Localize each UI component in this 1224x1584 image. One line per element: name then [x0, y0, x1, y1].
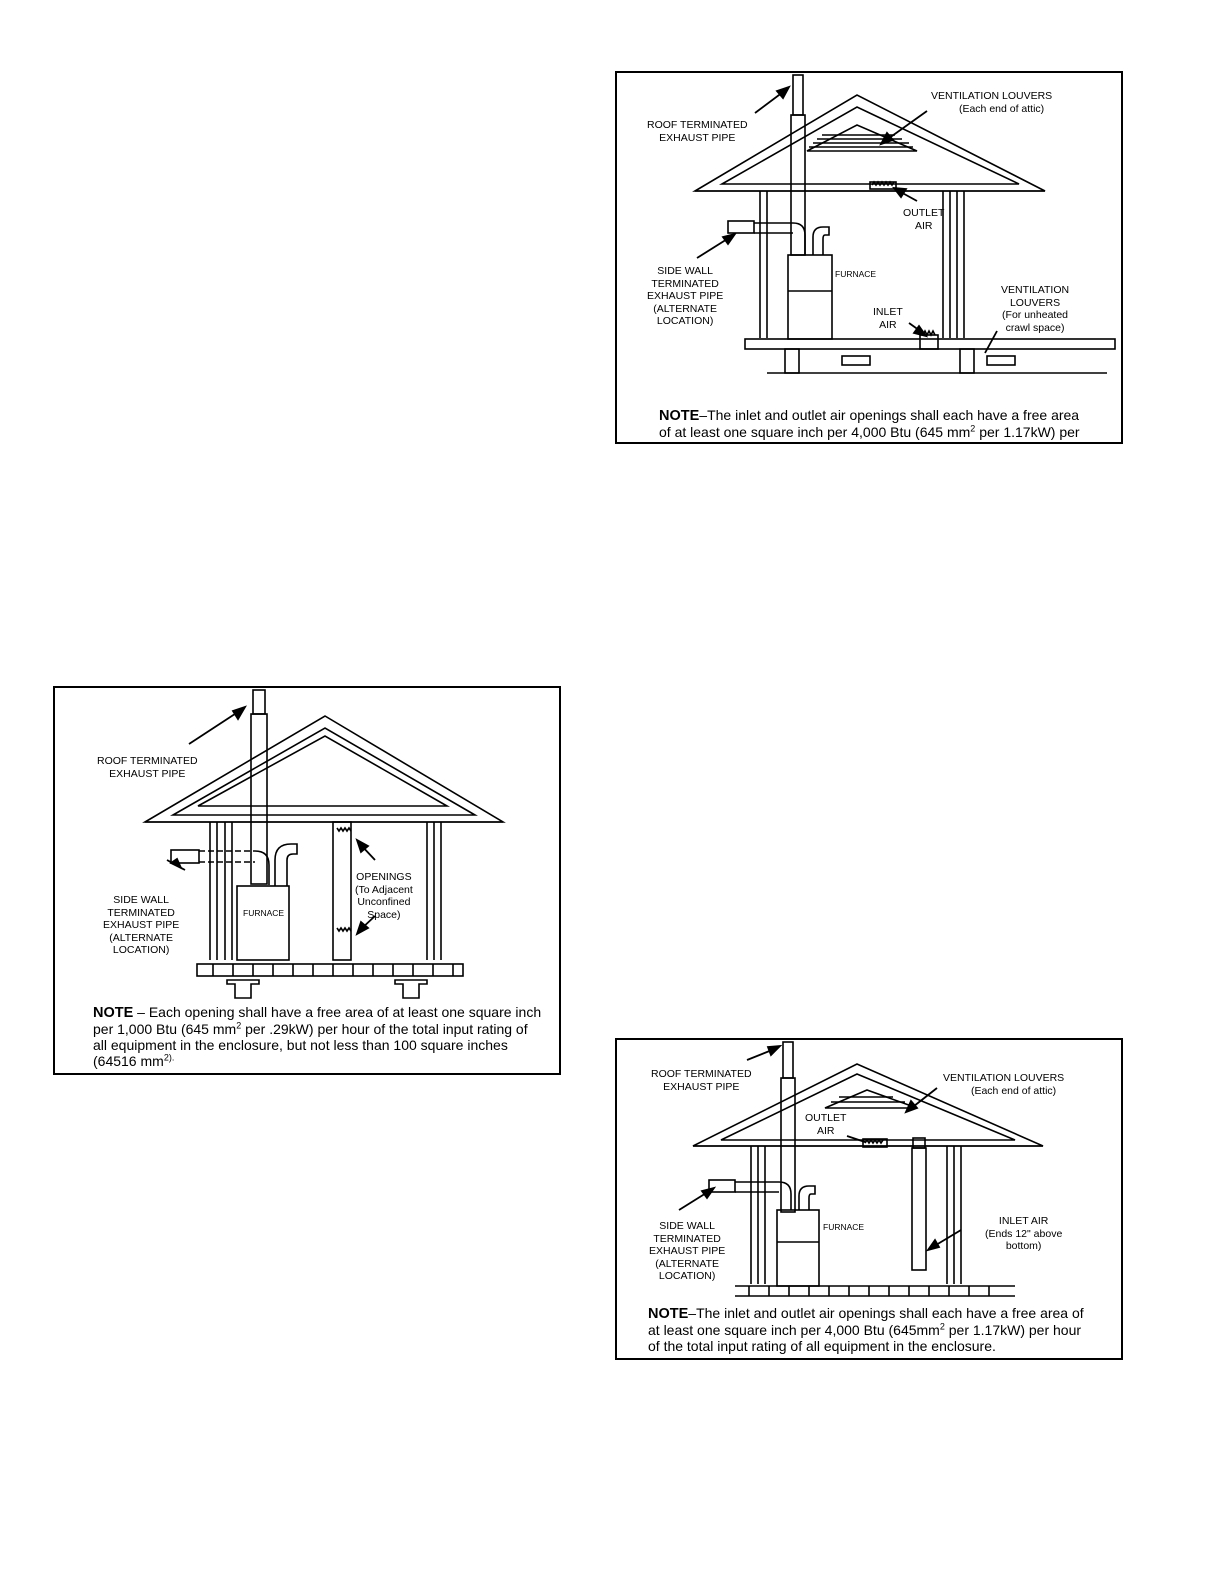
label-line: (ALTERNATE	[653, 302, 718, 315]
note-text: per 1.17kW) per	[975, 424, 1080, 440]
crawl-louver-2	[987, 356, 1015, 365]
side-wall-exhaust-cap	[728, 221, 754, 233]
label-line: EXHAUST PIPE	[649, 1245, 726, 1257]
label-line: VENTILATION LOUVERS	[943, 1072, 1065, 1084]
label-ventilation-louvers-attic	[931, 90, 1052, 115]
label-line: (For unheated	[1002, 309, 1069, 321]
label-line: LOUVERS	[1009, 296, 1061, 309]
label-line: OPENINGS	[356, 871, 412, 883]
label-inlet-air	[985, 1215, 1062, 1253]
joist-1	[785, 349, 799, 373]
figure-attic-crawl-ventilation	[615, 71, 1123, 444]
label-line: TERMINATED	[107, 906, 175, 919]
note-label: NOTE	[648, 1306, 689, 1322]
label-inlet-air	[873, 306, 903, 331]
label-line: LOCATION)	[658, 1270, 716, 1282]
note-text: per 1.17kW) per hour	[944, 1322, 1082, 1338]
label-line: LOCATION)	[656, 315, 714, 327]
roof-exhaust-stack	[253, 690, 265, 714]
figure-note	[648, 1305, 1084, 1354]
note-text: – Each opening shall have a free area of at least one square inch	[133, 1004, 542, 1020]
note-text: at least one square inch per 4,000 Btu (645mm	[648, 1322, 940, 1338]
crawl-louver-1	[842, 356, 870, 365]
roof-inner	[173, 728, 475, 815]
label-line: LOCATION)	[112, 944, 170, 956]
label-line: AIR	[879, 318, 897, 331]
label-line: (Each end of attic)	[970, 1084, 1057, 1097]
inlet-air-duct	[912, 1148, 926, 1270]
label-line: ROOF TERMINATED	[647, 119, 748, 131]
label-outlet-air	[805, 1112, 846, 1137]
note-text: –The inlet and outlet air openings shall each have a free area of	[688, 1305, 1084, 1321]
note-text: –The inlet and outlet air openings shall each have a free area	[699, 407, 1080, 423]
pier-right	[395, 980, 427, 998]
label-line: EXHAUST PIPE	[659, 131, 736, 144]
intake-pipe	[799, 1186, 815, 1210]
label-line: (Ends 12" above	[985, 1227, 1063, 1240]
label-line: (Each end of attic)	[958, 102, 1045, 115]
label-line: EXHAUST PIPE	[103, 919, 180, 931]
label-line: EXHAUST PIPE	[109, 767, 186, 780]
floor-joists	[213, 964, 453, 976]
label-line: (ALTERNATE	[655, 1257, 720, 1270]
note-label: NOTE	[93, 1005, 134, 1021]
label-line: VENTILATION LOUVERS	[931, 90, 1053, 102]
roof-exhaust-pipe	[791, 115, 805, 255]
note-text: per 1,000 Btu (645 mm	[93, 1021, 237, 1037]
label-furnace: FURNACE	[823, 1222, 865, 1232]
label-line: Unconfined	[357, 896, 411, 908]
note-label: NOTE	[659, 408, 700, 424]
label-line: EXHAUST PIPE	[663, 1080, 740, 1093]
roof-exhaust-stack	[793, 75, 803, 115]
label-side-wall-exhaust	[103, 894, 179, 957]
note-line: all equipment in the enclosure, but not less than 100 square inches	[93, 1037, 508, 1053]
floor-deck	[197, 964, 463, 976]
label-roof-exhaust	[97, 755, 198, 780]
label-line: ROOF TERMINATED	[651, 1068, 752, 1080]
note-text: of at least one square inch per 4,000 Btu (645 mm	[659, 424, 971, 440]
label-line: VENTILATION	[1001, 284, 1070, 296]
note-line: of the total input rating of all equipment in the enclosure.	[648, 1338, 996, 1354]
label-furnace: FURNACE	[835, 269, 877, 279]
label-openings	[355, 871, 413, 921]
note-line	[93, 1004, 541, 1021]
note-text: (64516 mm	[93, 1053, 164, 1069]
label-line: (To Adjacent	[355, 883, 413, 896]
pier-left	[227, 980, 259, 998]
label-line: ROOF TERMINATED	[97, 755, 198, 767]
label-line: OUTLET	[805, 1112, 847, 1124]
label-line: OUTLET	[903, 207, 945, 219]
note-line	[648, 1305, 1084, 1322]
label-arrows	[167, 707, 375, 934]
label-side-wall-exhaust	[647, 265, 723, 328]
label-line: crawl space)	[1005, 321, 1065, 334]
label-outlet-air	[903, 207, 944, 232]
furnace-cabinet	[777, 1210, 819, 1286]
label-line: (ALTERNATE	[109, 931, 174, 944]
label-line: SIDE WALL	[659, 1220, 715, 1232]
upper-opening-hatch	[337, 828, 351, 831]
superscript: 2	[939, 1321, 945, 1332]
superscript: 2).	[163, 1052, 175, 1063]
label-line: Space)	[367, 908, 401, 921]
figure-note	[93, 1004, 541, 1069]
label-side-wall-exhaust	[649, 1220, 725, 1283]
roof-exhaust-stack	[783, 1042, 793, 1078]
label-line: INLET	[873, 306, 903, 318]
intake-pipe	[813, 227, 829, 255]
inlet-air-box	[920, 335, 938, 349]
superscript: 2	[236, 1020, 242, 1031]
figure-adjacent-space-openings	[53, 686, 561, 1075]
joist-2	[960, 349, 974, 373]
furnace-cabinet	[237, 886, 289, 960]
floor-deck	[745, 339, 1115, 349]
label-line: TERMINATED	[653, 1232, 721, 1245]
label-roof-exhaust	[651, 1068, 752, 1093]
label-line: TERMINATED	[651, 277, 719, 290]
elbow-pipe	[793, 223, 805, 255]
note-line	[93, 1053, 541, 1069]
roof-inner	[722, 107, 1019, 184]
floor-joists	[749, 1286, 989, 1296]
lower-opening-hatch	[337, 928, 351, 931]
note-line	[93, 1021, 541, 1037]
roof-inner-2	[198, 736, 447, 806]
partition-wall	[333, 822, 351, 960]
figure-note	[659, 407, 1080, 440]
label-line: EXHAUST PIPE	[647, 290, 724, 302]
label-roof-exhaust	[647, 119, 748, 144]
note-text: per .29kW) per hour of the total input rating of	[241, 1021, 528, 1037]
roof-exhaust-pipe	[251, 714, 267, 884]
label-line: AIR	[914, 219, 933, 232]
superscript: 2	[970, 423, 976, 434]
label-line: SIDE WALL	[657, 265, 713, 277]
label-furnace: FURNACE	[243, 908, 285, 918]
figure-attic-duct-ventilation	[615, 1038, 1123, 1360]
furnace-cabinet	[788, 255, 832, 339]
label-ventilation-louvers-attic	[943, 1072, 1064, 1097]
label-line: INLET AIR	[998, 1215, 1049, 1227]
label-line: bottom)	[1005, 1240, 1042, 1252]
note-line	[659, 407, 1080, 424]
label-line: SIDE WALL	[113, 894, 169, 906]
intake-pipe	[275, 844, 297, 886]
note-line	[648, 1322, 1084, 1338]
label-ventilation-louvers-crawl	[1001, 284, 1069, 334]
note-line	[659, 424, 1080, 440]
label-line: AIR	[816, 1124, 835, 1137]
